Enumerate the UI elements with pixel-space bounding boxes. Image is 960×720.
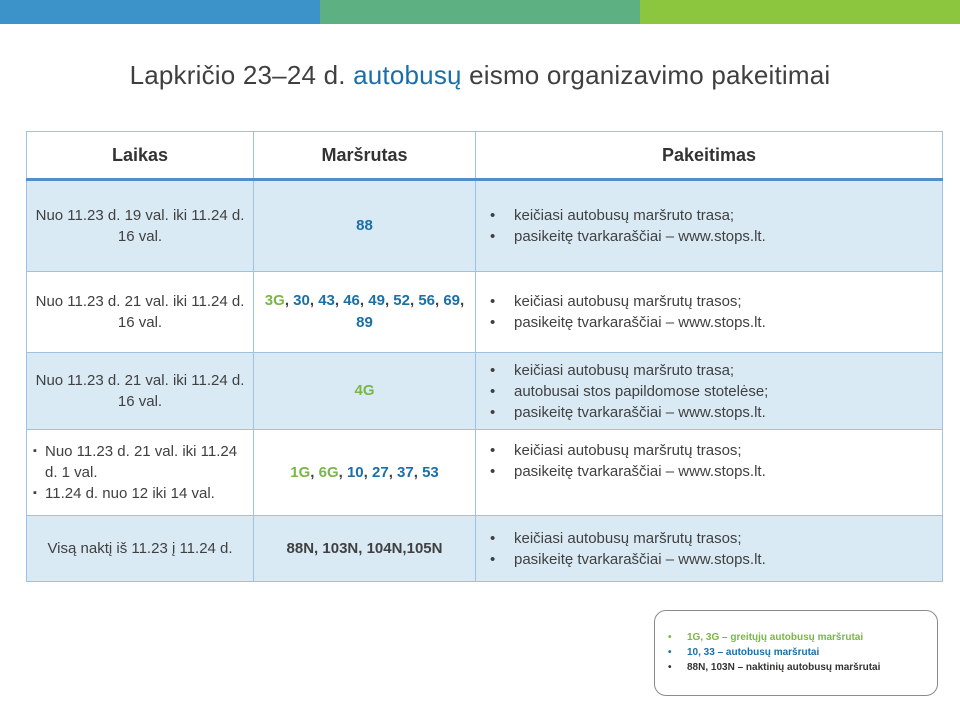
route-code: 1G bbox=[290, 463, 311, 481]
change-item: • pasikeitę tvarkaraščiai – www.stops.lt. bbox=[482, 402, 936, 423]
time-cell: Visą naktį iš 11.23 į 11.24 d. bbox=[27, 516, 254, 582]
route-code: 6G bbox=[318, 463, 339, 481]
change-item: • autobusai stos papildomose stotelėse; bbox=[482, 381, 936, 402]
change-item: • pasikeitę tvarkaraščiai – www.stops.lt. bbox=[482, 549, 936, 570]
route-separator: , bbox=[435, 292, 444, 309]
header-time: Laikas bbox=[27, 132, 254, 180]
time-item: ▪ 11.24 d. nuo 12 iki 14 val. bbox=[33, 483, 247, 504]
change-item: • pasikeitę tvarkaraščiai – www.stops.lt. bbox=[482, 226, 936, 247]
route-code: 88 bbox=[356, 217, 373, 234]
page-title bbox=[0, 60, 960, 91]
route-cell bbox=[254, 180, 476, 272]
table-row bbox=[27, 180, 943, 272]
route-code: 53 bbox=[422, 463, 439, 481]
change-cell bbox=[476, 272, 943, 353]
time-cell: Nuo 11.23 d. 21 val. iki 11.24 d. 16 val. bbox=[27, 272, 254, 353]
time-item: ▪ Nuo 11.23 d. 21 val. iki 11.24 d. 1 val. bbox=[33, 441, 247, 483]
route-code: 89 bbox=[356, 314, 373, 331]
change-cell bbox=[476, 353, 943, 430]
route-code: 10 bbox=[346, 463, 364, 481]
route-separator: , bbox=[460, 292, 465, 309]
change-cell bbox=[476, 180, 943, 272]
top-bar-green-segment bbox=[640, 0, 960, 24]
route-code: 37 bbox=[397, 463, 414, 481]
route-separator: , bbox=[363, 463, 372, 481]
route-separator: , bbox=[359, 292, 369, 309]
route-code: 27 bbox=[372, 463, 389, 481]
route-separator: , bbox=[338, 463, 347, 481]
route-cell bbox=[254, 430, 476, 516]
route-separator: , bbox=[310, 463, 319, 481]
change-item: • keičiasi autobusų maršrutų trasos; bbox=[482, 528, 936, 549]
route-separator: , bbox=[409, 292, 419, 309]
change-item: • keičiasi autobusų maršruto trasa; bbox=[482, 205, 936, 226]
top-bar-teal-segment bbox=[320, 0, 640, 24]
route-code: 52 bbox=[393, 292, 410, 309]
table-header-row bbox=[27, 132, 943, 180]
legend-item-city: • 10, 33 – autobusų maršrutai bbox=[665, 645, 880, 660]
route-code: 30 bbox=[293, 292, 310, 309]
table-row bbox=[27, 430, 943, 516]
route-code: 3G bbox=[264, 292, 285, 309]
change-item: • pasikeitę tvarkaraščiai – www.stops.lt. bbox=[482, 312, 936, 333]
route-cell: 88N, 103N, 104N,105N bbox=[254, 516, 476, 582]
time-cell bbox=[27, 430, 254, 516]
top-color-bar bbox=[0, 0, 960, 24]
time-cell: Nuo 11.23 d. 21 val. iki 11.24 d. 16 val. bbox=[27, 353, 254, 430]
header-route: Maršrutas bbox=[254, 132, 476, 180]
change-item: • keičiasi autobusų maršrutų trasos; bbox=[482, 440, 936, 461]
title-text-end: eismo organizavimo pakeitimai bbox=[461, 60, 831, 90]
route-code: 56 bbox=[418, 292, 435, 309]
route-separator: , bbox=[384, 292, 394, 309]
table-row bbox=[27, 516, 943, 582]
change-item: • keičiasi autobusų maršruto trasa; bbox=[482, 360, 936, 381]
title-text-start: Lapkričio 23–24 d. bbox=[129, 60, 354, 90]
change-cell bbox=[476, 430, 943, 516]
change-item: • pasikeitę tvarkaraščiai – www.stops.lt. bbox=[482, 461, 936, 482]
route-code: 46 bbox=[343, 292, 360, 309]
title-highlight: autobusų bbox=[353, 60, 462, 90]
table-row bbox=[27, 272, 943, 353]
route-separator: , bbox=[334, 292, 344, 309]
route-separator: , bbox=[388, 463, 398, 481]
schedule-changes-table bbox=[26, 131, 943, 582]
legend-item-express: • 1G, 3G – greitųjų autobusų maršrutai bbox=[665, 630, 880, 645]
route-type-legend bbox=[654, 610, 938, 696]
route-code: 49 bbox=[368, 292, 385, 309]
time-cell: Nuo 11.23 d. 19 val. iki 11.24 d. 16 val. bbox=[27, 180, 254, 272]
route-separator: , bbox=[284, 292, 294, 309]
route-code: 43 bbox=[318, 292, 335, 309]
route-cell bbox=[254, 272, 476, 353]
route-separator: , bbox=[413, 463, 423, 481]
table-row bbox=[27, 353, 943, 430]
header-change: Pakeitimas bbox=[476, 132, 943, 180]
change-cell bbox=[476, 516, 943, 582]
route-code: 69 bbox=[443, 292, 461, 309]
route-code: 4G bbox=[354, 382, 375, 399]
legend-item-night: • 88N, 103N – naktinių autobusų maršrutai bbox=[665, 660, 880, 675]
change-item: • keičiasi autobusų maršrutų trasos; bbox=[482, 291, 936, 312]
route-cell bbox=[254, 353, 476, 430]
route-separator: , bbox=[309, 292, 319, 309]
top-bar-blue-segment bbox=[0, 0, 320, 24]
